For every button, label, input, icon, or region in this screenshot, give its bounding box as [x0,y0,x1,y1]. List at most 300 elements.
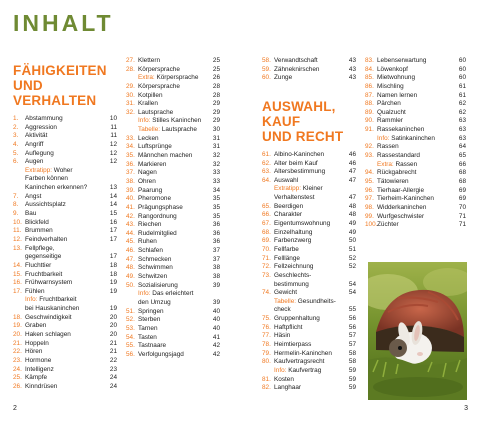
section-heading-line: FÄHIGKEITEN [13,63,107,78]
entry-title: Rammler [377,117,403,125]
entry-title: Fellpflege, [25,244,55,252]
entry-title: Lecken [138,134,159,142]
entry-title: check [274,306,291,314]
toc-entry [13,201,117,210]
entry-title: Tastnaare [138,342,167,350]
entry-page: 48 [348,202,356,210]
toc-entry [262,160,356,169]
entry-number: 47. [126,255,135,263]
entry-page: 21 [109,339,117,347]
entry-number: 38. [126,177,135,185]
entry-number: 39. [126,186,135,194]
toc-entry [262,220,356,229]
entry-number: 81. [262,375,271,383]
entry-title: Verhaltenstest [274,194,315,202]
entry-number: 9. [13,210,19,218]
entry-title: Tierheim-Kaninchen [377,195,434,203]
toc-entry [262,298,356,307]
entry-title [138,290,208,299]
toc-entry [126,126,220,135]
entry-number: 70. [262,245,271,253]
entry-page: 42 [212,350,220,358]
entry-title: Verwandtschaft [274,57,318,64]
entry-page: 29 [212,100,220,108]
entry-page: 54 [348,289,356,297]
entry-number: 33. [126,134,135,142]
entry-page: 39 [212,281,220,289]
toc-entry [13,124,117,133]
entry-title: bestimmung [274,280,309,288]
entry-page: 20 [109,313,117,321]
entry-page: 39 [212,298,220,306]
entry-number: 58. [262,57,271,64]
entry-page: 19 [109,287,117,295]
toc-entry [365,109,466,118]
entry-label: Info: [25,296,38,304]
toc-entry [262,350,356,359]
toc-entry [126,92,220,101]
entry-title: Frühwarnsystem [25,279,73,287]
entry-number: 48. [126,264,135,272]
toc-entry [262,246,356,255]
entry-title: Alter beim Kauf [274,159,318,167]
entry-title: Fluchttier [25,261,52,269]
entry-title: Schwimmen [138,264,173,272]
entry-page: 32 [212,160,220,168]
entry-number: 59. [262,65,271,73]
entry-title: Häsin [274,332,291,340]
entry-number [365,135,377,144]
entry-page: 10 [109,115,117,122]
entry-title: Tätowieren [377,177,409,185]
toc-entry [13,158,117,167]
entry-number: 45. [126,238,135,246]
entry-title: Fruchtbarkeit [25,270,63,278]
toc-entry [262,57,356,66]
entry-label: Extratipp: [274,185,301,193]
toc-entry [262,255,356,264]
entry-page: 12 [109,149,117,157]
entry-title: Rassen [377,143,399,151]
entry-page: 46 [348,159,356,167]
entry-title: den Umzug [138,298,171,306]
toc-entry [365,100,466,109]
entry-title: Klettern [138,57,161,64]
entry-title: Zähneknirschen [274,65,320,73]
entry-number: 7. [13,192,19,200]
entry-number: 60. [262,74,271,82]
entry-title: Schlafen [138,247,163,255]
entry-number: 62. [262,159,271,167]
entry-number: 53. [126,324,135,332]
entry-title [377,135,454,144]
toc-entry [126,342,220,351]
entry-number: 68. [262,228,271,236]
toc-entry [13,193,117,202]
entry-number: 96. [365,186,374,194]
toc-entry [365,57,466,66]
entry-page: 57 [348,341,356,349]
entry-title: Haftpflicht [274,323,303,331]
toc-entry [126,247,220,256]
toc-entry [13,184,117,193]
entry-page [344,298,356,307]
toc-entry [13,366,117,375]
entry-page: 52 [348,254,356,262]
entry-page: 40 [212,307,220,315]
toc-entry [365,187,466,196]
toc-entry [365,143,466,152]
entry-number: 71. [262,254,271,262]
entry-number: 75. [262,315,271,323]
entry-number [13,175,25,184]
entry-text: Gesundheits- [296,297,336,305]
entry-number: 65. [262,202,271,210]
entry-number: 14. [13,261,22,269]
toc-entry [126,74,220,83]
entry-page: 31 [212,143,220,151]
entry-number: 13. [13,244,22,252]
entry-number: 94. [365,169,374,177]
toc-entry [262,237,356,246]
toc-entry [126,230,220,239]
toc-entry [126,351,220,360]
entry-number: 8. [13,201,19,209]
entry-number: 21. [13,339,22,347]
entry-title [274,185,344,194]
entry-page: 47 [348,176,356,184]
toc-entry [262,185,356,194]
toc-column-3 [262,57,356,393]
toc-entry [262,177,356,186]
entry-number: 79. [262,349,271,357]
entry-page: 42 [212,342,220,350]
entry-title: Hören [25,348,43,356]
entry-number: 72. [262,263,271,271]
entry-title: Brummen [25,227,53,235]
entry-page: 28 [212,91,220,99]
entry-title [274,367,344,376]
entry-title: Kosten [274,375,294,383]
toc-entry [262,332,356,341]
entry-page: 60 [458,57,466,64]
toc-entry [13,262,117,271]
entry-number [262,306,274,315]
entry-title: Namen lernen [377,91,418,99]
entry-page: 58 [348,349,356,357]
toc-entry [365,221,466,230]
toc-entry [262,324,356,333]
entry-title: Züchter [377,221,399,229]
entry-text: Lautsprache [160,126,197,134]
entry-text: Rassen [393,160,418,168]
entry-number: 46. [126,247,135,255]
toc-entry [365,204,466,213]
section-heading-line: UND VERHALTEN [13,78,97,108]
section-heading-faehigkeiten [13,63,117,108]
entry-number: 11. [13,227,22,235]
entry-text: Kaufvertrag [286,366,322,374]
entry-number [126,299,138,308]
toc-column-4 [365,57,466,230]
entry-title: Mietwohnung [377,74,416,82]
entry-title: Augen [25,158,44,166]
entry-title: gegenseitige [25,253,62,261]
entry-number: 87. [365,91,374,99]
entry-number: 23. [13,356,22,364]
toc-entry [13,227,117,236]
entry-title: Langhaar [274,384,302,392]
toc-entry [365,126,466,135]
entry-page: 26 [212,74,220,82]
toc-entry [365,152,466,161]
entry-page: 38 [212,264,220,272]
entry-page: 65 [458,152,466,160]
entry-number: 4. [13,140,19,148]
entry-page: 62 [458,100,466,108]
toc-entry [13,132,117,141]
entry-number: 89. [365,108,374,116]
entry-title: Gewicht [274,289,298,297]
entry-number: 43. [126,221,135,229]
entry-page: 21 [109,348,117,356]
entry-title: Hermelin-Kaninchen [274,349,332,357]
toc-entry [126,169,220,178]
entry-page: 34 [212,186,220,194]
entry-title: Aggression [25,123,57,131]
entry-number [365,161,377,170]
entry-title: Aussichtsplatz [25,201,66,209]
toc-entry [126,273,220,282]
entry-title: Springen [138,307,164,315]
entry-title: Tarnen [138,324,158,332]
entry-page: 17 [109,227,117,235]
entry-title: Schwitzen [138,273,168,281]
toc-entry [262,358,356,367]
toc-entry [262,263,356,272]
toc-entry [126,195,220,204]
toc-entry [126,334,220,343]
toc-entry [13,115,117,124]
entry-title: Rückgabrecht [377,169,417,177]
toc-entry [262,229,356,238]
entry-number: 28. [126,65,135,73]
entry-title: Mischling [377,82,404,90]
toc-entry [262,74,356,83]
entry-page [344,185,356,194]
entry-page: 60 [458,65,466,73]
entry-page: 20 [109,322,117,330]
entry-page: 14 [109,201,117,209]
entry-title [25,167,105,176]
entry-label: Extratipp: [25,166,52,174]
toc-entry [365,83,466,92]
entry-title: Aktivität [25,132,48,140]
toc-entry [126,282,220,291]
entry-title: Wurfgeschwister [377,212,425,220]
toc-entry [13,236,117,245]
entry-page: 25 [212,57,220,64]
entry-page [105,167,117,176]
toc-entry [365,117,466,126]
toc-entry [126,135,220,144]
toc-entry [365,213,466,222]
toc-entry [13,357,117,366]
entry-title [138,126,208,135]
entry-page: 43 [348,57,356,64]
entry-page: 63 [458,134,466,142]
entry-title: Heimtierpass [274,341,312,349]
section-heading-auswahl [262,99,356,144]
entry-number: 56. [126,350,135,358]
toc-entry [13,348,117,357]
toc-entry [126,66,220,75]
entry-title: Fühlen [25,287,45,295]
entry-label: Info: [377,134,390,142]
entry-number: 85. [365,74,374,82]
entry-page: 40 [212,316,220,324]
entry-title: Rassekaninchen [377,126,425,134]
entry-number: 73. [262,271,271,279]
entry-page: 63 [458,117,466,125]
entry-page: 25 [212,65,220,73]
entry-page: 60 [458,74,466,82]
page-number-right: 3 [464,405,468,412]
entry-page: 40 [212,324,220,332]
toc-entry [126,117,220,126]
entry-page: 58 [348,358,356,366]
entry-number: 35. [126,152,135,160]
entry-title: Riechen [138,221,162,229]
toc-entry [262,281,356,290]
entry-number: 98. [365,203,374,211]
entry-number: 26. [13,382,22,390]
entry-page: 56 [348,315,356,323]
rabbit-photo [368,262,467,400]
entry-number: 24. [13,365,22,373]
entry-number: 19. [13,322,22,330]
entry-title: Fellzeichnung [274,263,314,271]
entry-page: 29 [212,108,220,116]
entry-page: 52 [348,263,356,271]
entry-number: 92. [365,143,374,151]
toc-entry [13,175,117,184]
toc-entry [262,289,356,298]
entry-title: Angriff [25,140,44,148]
entry-page: 35 [212,212,220,220]
toc-entry [126,152,220,161]
entry-title: Kaninchen erkennen? [25,184,88,192]
entry-title: Sterben [138,316,161,324]
entry-page: 43 [348,65,356,73]
entry-number: 52. [126,316,135,324]
toc-entry [126,143,220,152]
toc-entry [13,141,117,150]
entry-number: 74. [262,289,271,297]
entry-title: Körpersprache [138,65,180,73]
toc-entry [126,299,220,308]
entry-page: 68 [458,177,466,185]
entry-page: 63 [458,126,466,134]
entry-title: Tierhaar-Allergie [377,186,424,194]
entry-label: Info: [138,117,151,125]
toc-entry [13,314,117,323]
entry-page: 23 [109,365,117,373]
toc-entry [126,178,220,187]
entry-number: 30. [126,91,135,99]
toc-entry [13,167,117,176]
entry-title [274,298,344,307]
entry-title: Pheromone [138,195,172,203]
entry-title: Hormone [25,356,52,364]
entry-page: 59 [348,366,356,374]
entry-title: Beerdigen [274,202,304,210]
entry-page: 59 [348,384,356,392]
toc-entry [13,245,117,254]
toc-entry [13,296,117,305]
entry-number: 2. [13,123,19,131]
entry-title: Verfolgungsjagd [138,350,184,358]
toc-entry [262,203,356,212]
entry-title: Löwenkopf [377,65,408,73]
entry-title: Felllänge [274,254,300,262]
entry-title: Luftsprünge [138,143,172,151]
toc-list [13,115,117,392]
entry-number: 83. [365,57,374,64]
entry-title: Charakter [274,211,303,219]
entry-title [377,161,454,170]
entry-title: Krallen [138,100,158,108]
entry-page: 36 [212,229,220,237]
entry-page: 16 [109,218,117,226]
entry-text: Das erleichtert [150,290,194,298]
entry-number: 99. [365,212,374,220]
entry-number: 49. [126,273,135,281]
entry-page: 41 [212,333,220,341]
entry-page: 33 [212,169,220,177]
entry-page: 14 [109,192,117,200]
entry-title [138,74,208,83]
entry-page: 17 [109,235,117,243]
entry-title: Rudelmitglied [138,229,177,237]
toc-entry [365,195,466,204]
section-heading-line: AUSWAHL, KAUF [262,98,336,129]
entry-number: 15. [13,270,22,278]
entry-page [105,296,117,305]
toc-entry [13,271,117,280]
entry-title: Nagen [138,169,157,177]
toc-entry [126,109,220,118]
toc-entry [126,57,220,66]
entry-page: 37 [212,247,220,255]
entry-title: Feindverhalten [25,235,68,243]
entry-page: 51 [348,245,356,253]
toc-entry [126,187,220,196]
entry-page: 28 [212,82,220,90]
entry-title: Geschwindigkeit [25,313,72,321]
toc-list [365,57,466,230]
entry-page: 61 [458,82,466,90]
toc-entry [262,194,356,203]
entry-number: 10. [13,218,22,226]
entry-title: Bau [25,210,37,218]
entry-title: Widderkaninchen [377,203,427,211]
entry-number: 6. [13,158,19,166]
entry-page: 33 [212,177,220,185]
entry-title: Sozialisierung [138,281,178,289]
entry-title: Auflegung [25,149,54,157]
entry-number: 97. [365,195,374,203]
